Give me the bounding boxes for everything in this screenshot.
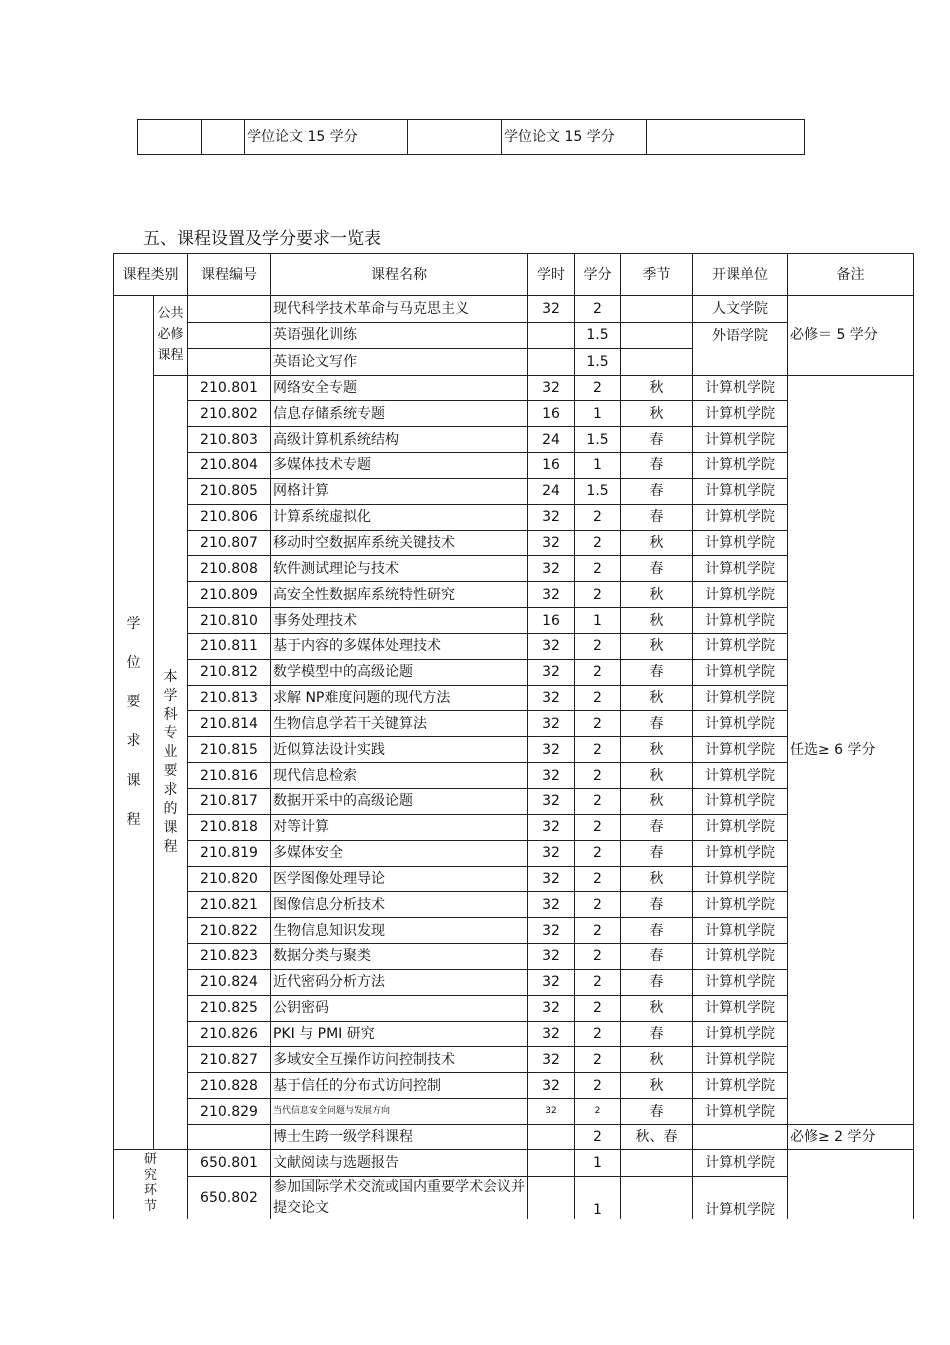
table-row: [138, 120, 805, 155]
course-code: 210.820: [188, 866, 271, 892]
course-unit: 计算机学院: [693, 711, 788, 737]
course-unit: 计算机学院: [693, 789, 788, 815]
course-season: 秋: [621, 401, 693, 427]
course-hours: 32: [528, 711, 575, 737]
research-category-label: 研究环节: [114, 1149, 188, 1219]
course-code: 210.808: [188, 556, 271, 582]
course-unit: 计算机学院: [693, 375, 788, 401]
course-season: 春: [621, 1021, 693, 1047]
course-season: 秋: [621, 1047, 693, 1073]
course-season: 春: [621, 453, 693, 479]
table-row: [114, 296, 914, 323]
course-credits: 1: [575, 608, 621, 634]
course-unit: [693, 1124, 788, 1149]
course-code: 210.816: [188, 763, 271, 789]
course-season: 秋: [621, 608, 693, 634]
course-season: 春: [621, 556, 693, 582]
course-code: [188, 1124, 271, 1149]
course-code: 210.804: [188, 453, 271, 479]
header-unit: 开课单位: [693, 254, 788, 296]
course-season: 秋、春: [621, 1124, 693, 1149]
table-row: [114, 1149, 914, 1176]
course-code: [188, 296, 271, 323]
course-season: 春: [621, 944, 693, 970]
course-code: 210.801: [188, 375, 271, 401]
course-unit: 计算机学院: [693, 1176, 788, 1219]
course-hours: 24: [528, 478, 575, 504]
course-hours: 32: [528, 763, 575, 789]
course-unit: 计算机学院: [693, 1099, 788, 1125]
course-name: 英语论文写作: [271, 349, 528, 376]
course-season: 春: [621, 814, 693, 840]
course-hours: [528, 349, 575, 376]
course-name: 高级计算机系统结构: [271, 427, 528, 453]
course-credits: 2: [575, 685, 621, 711]
header-season: 季节: [621, 254, 693, 296]
course-hours: 32: [528, 969, 575, 995]
course-code: 210.812: [188, 659, 271, 685]
course-credits: 1: [575, 1176, 621, 1219]
course-table: [113, 253, 914, 1219]
course-hours: 32: [528, 737, 575, 763]
course-hours: 32: [528, 582, 575, 608]
course-name: 网络安全专题: [271, 375, 528, 401]
course-credits: 2: [575, 1073, 621, 1099]
course-code: 210.813: [188, 685, 271, 711]
course-unit: 计算机学院: [693, 840, 788, 866]
course-name: 博士生跨一级学科课程: [271, 1124, 528, 1149]
course-code: 210.825: [188, 995, 271, 1021]
course-name: 基于内容的多媒体处理技术: [271, 633, 528, 659]
course-name: 多媒体安全: [271, 840, 528, 866]
course-hours: 24: [528, 427, 575, 453]
course-code: [188, 349, 271, 376]
thesis-credit-cell: 学位论文 15 学分: [502, 120, 647, 155]
course-season: [621, 296, 693, 323]
course-name: 多媒体技术专题: [271, 453, 528, 479]
course-credits: 2: [575, 296, 621, 323]
course-name: 参加国际学术交流或国内重要学术会议并提交论文: [271, 1176, 528, 1219]
course-code: 210.822: [188, 918, 271, 944]
course-season: 春: [621, 504, 693, 530]
course-unit: 计算机学院: [693, 1073, 788, 1099]
course-code: 210.817: [188, 789, 271, 815]
course-code: 210.824: [188, 969, 271, 995]
course-season: 春: [621, 659, 693, 685]
course-name: 图像信息分析技术: [271, 892, 528, 918]
course-credits: 2: [575, 1047, 621, 1073]
header-category: 课程类别: [114, 254, 188, 296]
course-hours: [528, 322, 575, 349]
course-unit: 计算机学院: [693, 478, 788, 504]
table-cell: [202, 120, 245, 155]
course-name: 现代信息检索: [271, 763, 528, 789]
course-season: 秋: [621, 866, 693, 892]
course-unit: 计算机学院: [693, 633, 788, 659]
header-remark: 备注: [788, 254, 914, 296]
course-code: 650.802: [188, 1176, 271, 1219]
public-remark: 必修＝ 5 学分: [788, 296, 914, 376]
course-unit: 外语学院: [693, 322, 788, 375]
course-unit: 计算机学院: [693, 427, 788, 453]
course-season: 秋: [621, 582, 693, 608]
course-unit: 计算机学院: [693, 453, 788, 479]
course-code: 210.821: [188, 892, 271, 918]
course-season: 秋: [621, 633, 693, 659]
course-unit: 计算机学院: [693, 892, 788, 918]
course-name: 数学模型中的高级论题: [271, 659, 528, 685]
course-credits: 2: [575, 582, 621, 608]
course-credits: 2: [575, 556, 621, 582]
course-credits: 2: [575, 1099, 621, 1125]
course-name: 医学图像处理导论: [271, 866, 528, 892]
course-credits: 1.5: [575, 322, 621, 349]
course-name: 近似算法设计实践: [271, 737, 528, 763]
course-code: 210.818: [188, 814, 271, 840]
course-code: 210.811: [188, 633, 271, 659]
table-cell: [408, 120, 502, 155]
course-season: 秋: [621, 685, 693, 711]
course-hours: 32: [528, 633, 575, 659]
course-code: 210.815: [188, 737, 271, 763]
course-season: 秋: [621, 737, 693, 763]
course-unit: 计算机学院: [693, 582, 788, 608]
degree-category-label: 学位要求课程: [114, 296, 154, 1150]
course-hours: 32: [528, 1021, 575, 1047]
course-credits: 2: [575, 659, 621, 685]
course-unit: 计算机学院: [693, 1021, 788, 1047]
major-category-label: 本学科专业要求的课程: [154, 375, 188, 1149]
course-hours: 32: [528, 892, 575, 918]
course-credits: 2: [575, 918, 621, 944]
course-season: 秋: [621, 789, 693, 815]
course-code: 210.829: [188, 1099, 271, 1125]
course-name: PKI 与 PMI 研究: [271, 1021, 528, 1047]
course-code: 210.802: [188, 401, 271, 427]
course-hours: 32: [528, 918, 575, 944]
course-season: 春: [621, 969, 693, 995]
course-hours: 32: [528, 375, 575, 401]
course-unit: 计算机学院: [693, 737, 788, 763]
course-season: 秋: [621, 1073, 693, 1099]
course-name: 求解 NP难度问题的现代方法: [271, 685, 528, 711]
course-code: 210.826: [188, 1021, 271, 1047]
course-unit: 计算机学院: [693, 814, 788, 840]
course-hours: 32: [528, 1099, 575, 1125]
course-unit: 计算机学院: [693, 866, 788, 892]
course-unit: 计算机学院: [693, 608, 788, 634]
course-credits: 2: [575, 1124, 621, 1149]
course-season: 秋: [621, 530, 693, 556]
course-code: 210.806: [188, 504, 271, 530]
course-name: 数据分类与聚类: [271, 944, 528, 970]
course-season: 春: [621, 711, 693, 737]
thesis-credit-table: [137, 119, 805, 155]
course-unit: 计算机学院: [693, 944, 788, 970]
header-hours: 学时: [528, 254, 575, 296]
course-unit: 人文学院: [693, 296, 788, 323]
course-name: 基于信任的分布式访问控制: [271, 1073, 528, 1099]
course-season: [621, 1176, 693, 1219]
table-cell: [647, 120, 805, 155]
course-credits: 2: [575, 969, 621, 995]
course-unit: 计算机学院: [693, 969, 788, 995]
course-hours: 16: [528, 401, 575, 427]
course-code: 210.819: [188, 840, 271, 866]
course-code: 210.803: [188, 427, 271, 453]
table-cell: [138, 120, 202, 155]
course-name: 当代信息安全问题与发展方向: [271, 1099, 528, 1125]
course-code: 210.805: [188, 478, 271, 504]
course-unit: 计算机学院: [693, 995, 788, 1021]
course-name: 信息存储系统专题: [271, 401, 528, 427]
course-hours: 32: [528, 1047, 575, 1073]
course-hours: 32: [528, 504, 575, 530]
course-hours: 32: [528, 1073, 575, 1099]
course-hours: 16: [528, 453, 575, 479]
course-code: 210.823: [188, 944, 271, 970]
course-name: 文献阅读与选题报告: [271, 1149, 528, 1176]
header-name: 课程名称: [271, 254, 528, 296]
course-hours: 32: [528, 530, 575, 556]
course-unit: 计算机学院: [693, 763, 788, 789]
course-season: 春: [621, 892, 693, 918]
course-unit: 计算机学院: [693, 504, 788, 530]
table-row: [114, 1124, 914, 1149]
course-name: 网格计算: [271, 478, 528, 504]
course-unit: 计算机学院: [693, 918, 788, 944]
course-credits: 2: [575, 866, 621, 892]
course-hours: [528, 1176, 575, 1219]
course-hours: 32: [528, 944, 575, 970]
course-credits: 2: [575, 375, 621, 401]
course-hours: 32: [528, 840, 575, 866]
course-credits: 2: [575, 1021, 621, 1047]
course-name: 计算系统虚拟化: [271, 504, 528, 530]
course-hours: [528, 1149, 575, 1176]
course-name: 公钥密码: [271, 995, 528, 1021]
course-season: 秋: [621, 763, 693, 789]
course-unit: 计算机学院: [693, 530, 788, 556]
course-credits: 2: [575, 711, 621, 737]
course-name: 事务处理技术: [271, 608, 528, 634]
course-name: 移动时空数据库系统关键技术: [271, 530, 528, 556]
course-name: 生物信息知识发现: [271, 918, 528, 944]
course-name: 高安全性数据库系统特性研究: [271, 582, 528, 608]
course-hours: 32: [528, 659, 575, 685]
course-unit: 计算机学院: [693, 685, 788, 711]
course-name: 多域安全互操作访问控制技术: [271, 1047, 528, 1073]
course-code: 650.801: [188, 1149, 271, 1176]
course-credits: 1.5: [575, 478, 621, 504]
course-hours: 32: [528, 296, 575, 323]
course-code: 210.807: [188, 530, 271, 556]
course-hours: 32: [528, 866, 575, 892]
course-credits: 1: [575, 1149, 621, 1176]
course-credits: 2: [575, 633, 621, 659]
course-name: 近代密码分析方法: [271, 969, 528, 995]
course-credits: 2: [575, 995, 621, 1021]
course-unit: 计算机学院: [693, 1149, 788, 1176]
course-season: 秋: [621, 375, 693, 401]
thesis-credit-cell: 学位论文 15 学分: [245, 120, 408, 155]
course-credits: 2: [575, 530, 621, 556]
research-remark: [788, 1149, 914, 1219]
course-season: 秋: [621, 995, 693, 1021]
course-hours: 32: [528, 995, 575, 1021]
course-credits: 2: [575, 763, 621, 789]
course-credits: 2: [575, 737, 621, 763]
course-name: 对等计算: [271, 814, 528, 840]
course-code: [188, 322, 271, 349]
course-season: 春: [621, 478, 693, 504]
course-name: 生物信息学若干关键算法: [271, 711, 528, 737]
course-credits: 1.5: [575, 427, 621, 453]
header-row: [114, 254, 914, 296]
course-credits: 1.5: [575, 349, 621, 376]
course-credits: 1: [575, 401, 621, 427]
course-name: 现代科学技术革命与马克思主义: [271, 296, 528, 323]
course-season: 春: [621, 427, 693, 453]
course-season: [621, 322, 693, 349]
course-code: 210.827: [188, 1047, 271, 1073]
course-season: 春: [621, 918, 693, 944]
table-row: [114, 375, 914, 401]
course-credits: 2: [575, 840, 621, 866]
course-unit: 计算机学院: [693, 1047, 788, 1073]
course-credits: 2: [575, 814, 621, 840]
course-code: 210.809: [188, 582, 271, 608]
course-credits: 2: [575, 944, 621, 970]
header-credits: 学分: [575, 254, 621, 296]
course-unit: 计算机学院: [693, 556, 788, 582]
course-hours: 32: [528, 556, 575, 582]
course-credits: 2: [575, 892, 621, 918]
section-title: 五、课程设置及学分要求一览表: [143, 229, 381, 249]
course-hours: 32: [528, 814, 575, 840]
header-code: 课程编号: [188, 254, 271, 296]
major-remark: 任选≥ 6 学分: [788, 375, 914, 1124]
course-name: 英语强化训练: [271, 322, 528, 349]
course-season: [621, 1149, 693, 1176]
course-season: 春: [621, 840, 693, 866]
course-name: 软件测试理论与技术: [271, 556, 528, 582]
course-unit: 计算机学院: [693, 401, 788, 427]
cross-remark: 必修≥ 2 学分: [788, 1124, 914, 1149]
course-hours: 16: [528, 608, 575, 634]
course-hours: 32: [528, 789, 575, 815]
course-season: 春: [621, 1099, 693, 1125]
course-credits: 2: [575, 789, 621, 815]
course-name: 数据开采中的高级论题: [271, 789, 528, 815]
course-credits: 2: [575, 504, 621, 530]
public-category-label: 公共必修课程: [154, 296, 188, 376]
course-season: [621, 349, 693, 376]
course-hours: 32: [528, 685, 575, 711]
course-code: 210.814: [188, 711, 271, 737]
course-code: 210.828: [188, 1073, 271, 1099]
course-unit: 计算机学院: [693, 659, 788, 685]
course-credits: 1: [575, 453, 621, 479]
course-hours: [528, 1124, 575, 1149]
course-code: 210.810: [188, 608, 271, 634]
